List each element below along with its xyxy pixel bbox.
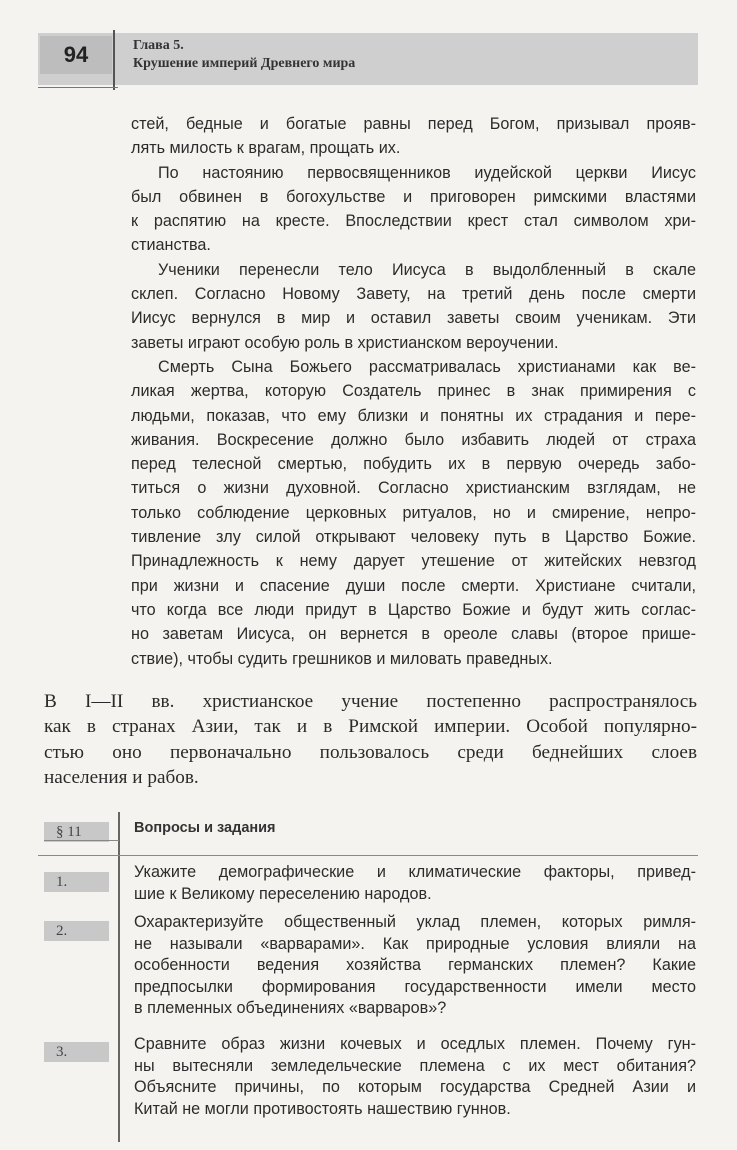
question-line: Объясните причины, по которым государства Средней Азии и [134, 1078, 696, 1096]
text-line: как в странах Азии, так и в Римской империи. Особой популярно- [44, 716, 697, 738]
question-line: не называли «варварами». Как природные условия влияли на [134, 934, 696, 953]
text-line: только соблюдение церковных ритуалов, но и смирение, непро- [131, 503, 696, 522]
question-line: шие к Великому переселению народов. [134, 884, 432, 903]
text-line: тивление злу силой открывают человеку путь в Царство Божие. [131, 528, 696, 547]
text-line: к распятию на кресте. Впоследствии крест стал символом хри- [131, 212, 696, 231]
question-line: в племенных объединениях «варваров»? [134, 999, 447, 1017]
body-text-serif [44, 689, 697, 790]
text-line: перед телесной смертью, побудить их в первую очередь забо- [131, 455, 696, 474]
text-line: ликая жертва, которую Создатель принес в знак примирения с [131, 382, 696, 401]
text-line: но заветам Иисуса, он вернется в ореоле славы (второе прише- [131, 625, 696, 644]
question-line: Укажите демографические и климатические факторы, привед- [134, 863, 696, 881]
section-number-badge: § 11 [44, 822, 109, 842]
text-line: стью оно первоначально пользовалось среди беднейших слоев [44, 741, 697, 763]
text-line: стианства. [131, 236, 211, 255]
question-line: предпосылки формирования государственности имели место [134, 977, 696, 996]
question-number-badge: 1. [44, 872, 109, 892]
header-underline [38, 87, 118, 88]
question-item [134, 1034, 696, 1120]
text-line: ствие), чтобы судить грешников и миловать праведных. [131, 649, 553, 668]
text-line: был обвинен в богохульстве и приговорен римскими властями [131, 187, 696, 206]
question-item [134, 912, 696, 1020]
question-number-badge: 2. [44, 921, 109, 941]
text-line: Иисус вернулся в мир и оставил заветы своим ученикам. Эти [131, 309, 696, 328]
question-item [134, 862, 696, 905]
text-line: населения и рабов. [44, 766, 199, 788]
question-line: Китай не могли противостоять нашествию гуннов. [134, 1099, 511, 1118]
text-line: что когда все люди придут в Царство Божие и будут жить соглас- [131, 600, 696, 619]
questions-title: Вопросы и задания [134, 820, 276, 836]
text-line: Принадлежность к нему дарует утешение от житейских невзгод [131, 552, 696, 571]
header-divider [113, 30, 115, 90]
chapter-label: Глава 5. [133, 38, 184, 53]
text-line: титься о жизни духовной. Согласно христианским взглядам, не [131, 479, 696, 498]
text-line: заветы играют особую роль в христианском вероучении. [131, 333, 559, 352]
page-number: 94 [40, 36, 112, 74]
text-line: Смерть Сына Божьего рассматривалась христианами как ве- [158, 357, 696, 376]
text-line: при жизни и спасение души после смерти. Христиане считали, [131, 576, 696, 595]
questions-rule [38, 855, 698, 856]
question-number-badge: 3. [44, 1042, 109, 1062]
text-line: Ученики перенесли тело Иисуса в выдолбленный в скале [158, 260, 696, 279]
text-line: лять милость к врагам, прощать их. [131, 139, 401, 158]
chapter-title: Крушение империй Древнего мира [133, 56, 356, 71]
question-line: Сравните образ жизни кочевых и оседлых племен. Почему гун- [134, 1035, 696, 1053]
question-line: ны вытесняли земледельческие племена с их мест обитания? [134, 1056, 696, 1075]
question-line: Охарактеризуйте общественный уклад племен, которых римля- [134, 913, 696, 931]
questions-divider [118, 812, 120, 1142]
question-line: особенности ведения хозяйства германских племен? Какие [134, 956, 696, 974]
text-line: По настоянию первосвященников иудейской церкви Иисус [158, 163, 696, 182]
text-line: живания. Воскресение должно было избавить людей от страха [131, 430, 696, 449]
body-text-sans [131, 112, 696, 671]
section-rule [44, 840, 119, 841]
text-line: стей, бедные и богатые равны перед Богом, призывал прояв- [131, 115, 696, 133]
text-line: склеп. Согласно Новому Завету, на третий день после смерти [131, 285, 696, 304]
text-line: людьми, показав, что ему близки и понятны их страдания и пере- [131, 406, 696, 425]
text-line: В I—II вв. христианское учение постепенно распространялось [44, 691, 697, 712]
